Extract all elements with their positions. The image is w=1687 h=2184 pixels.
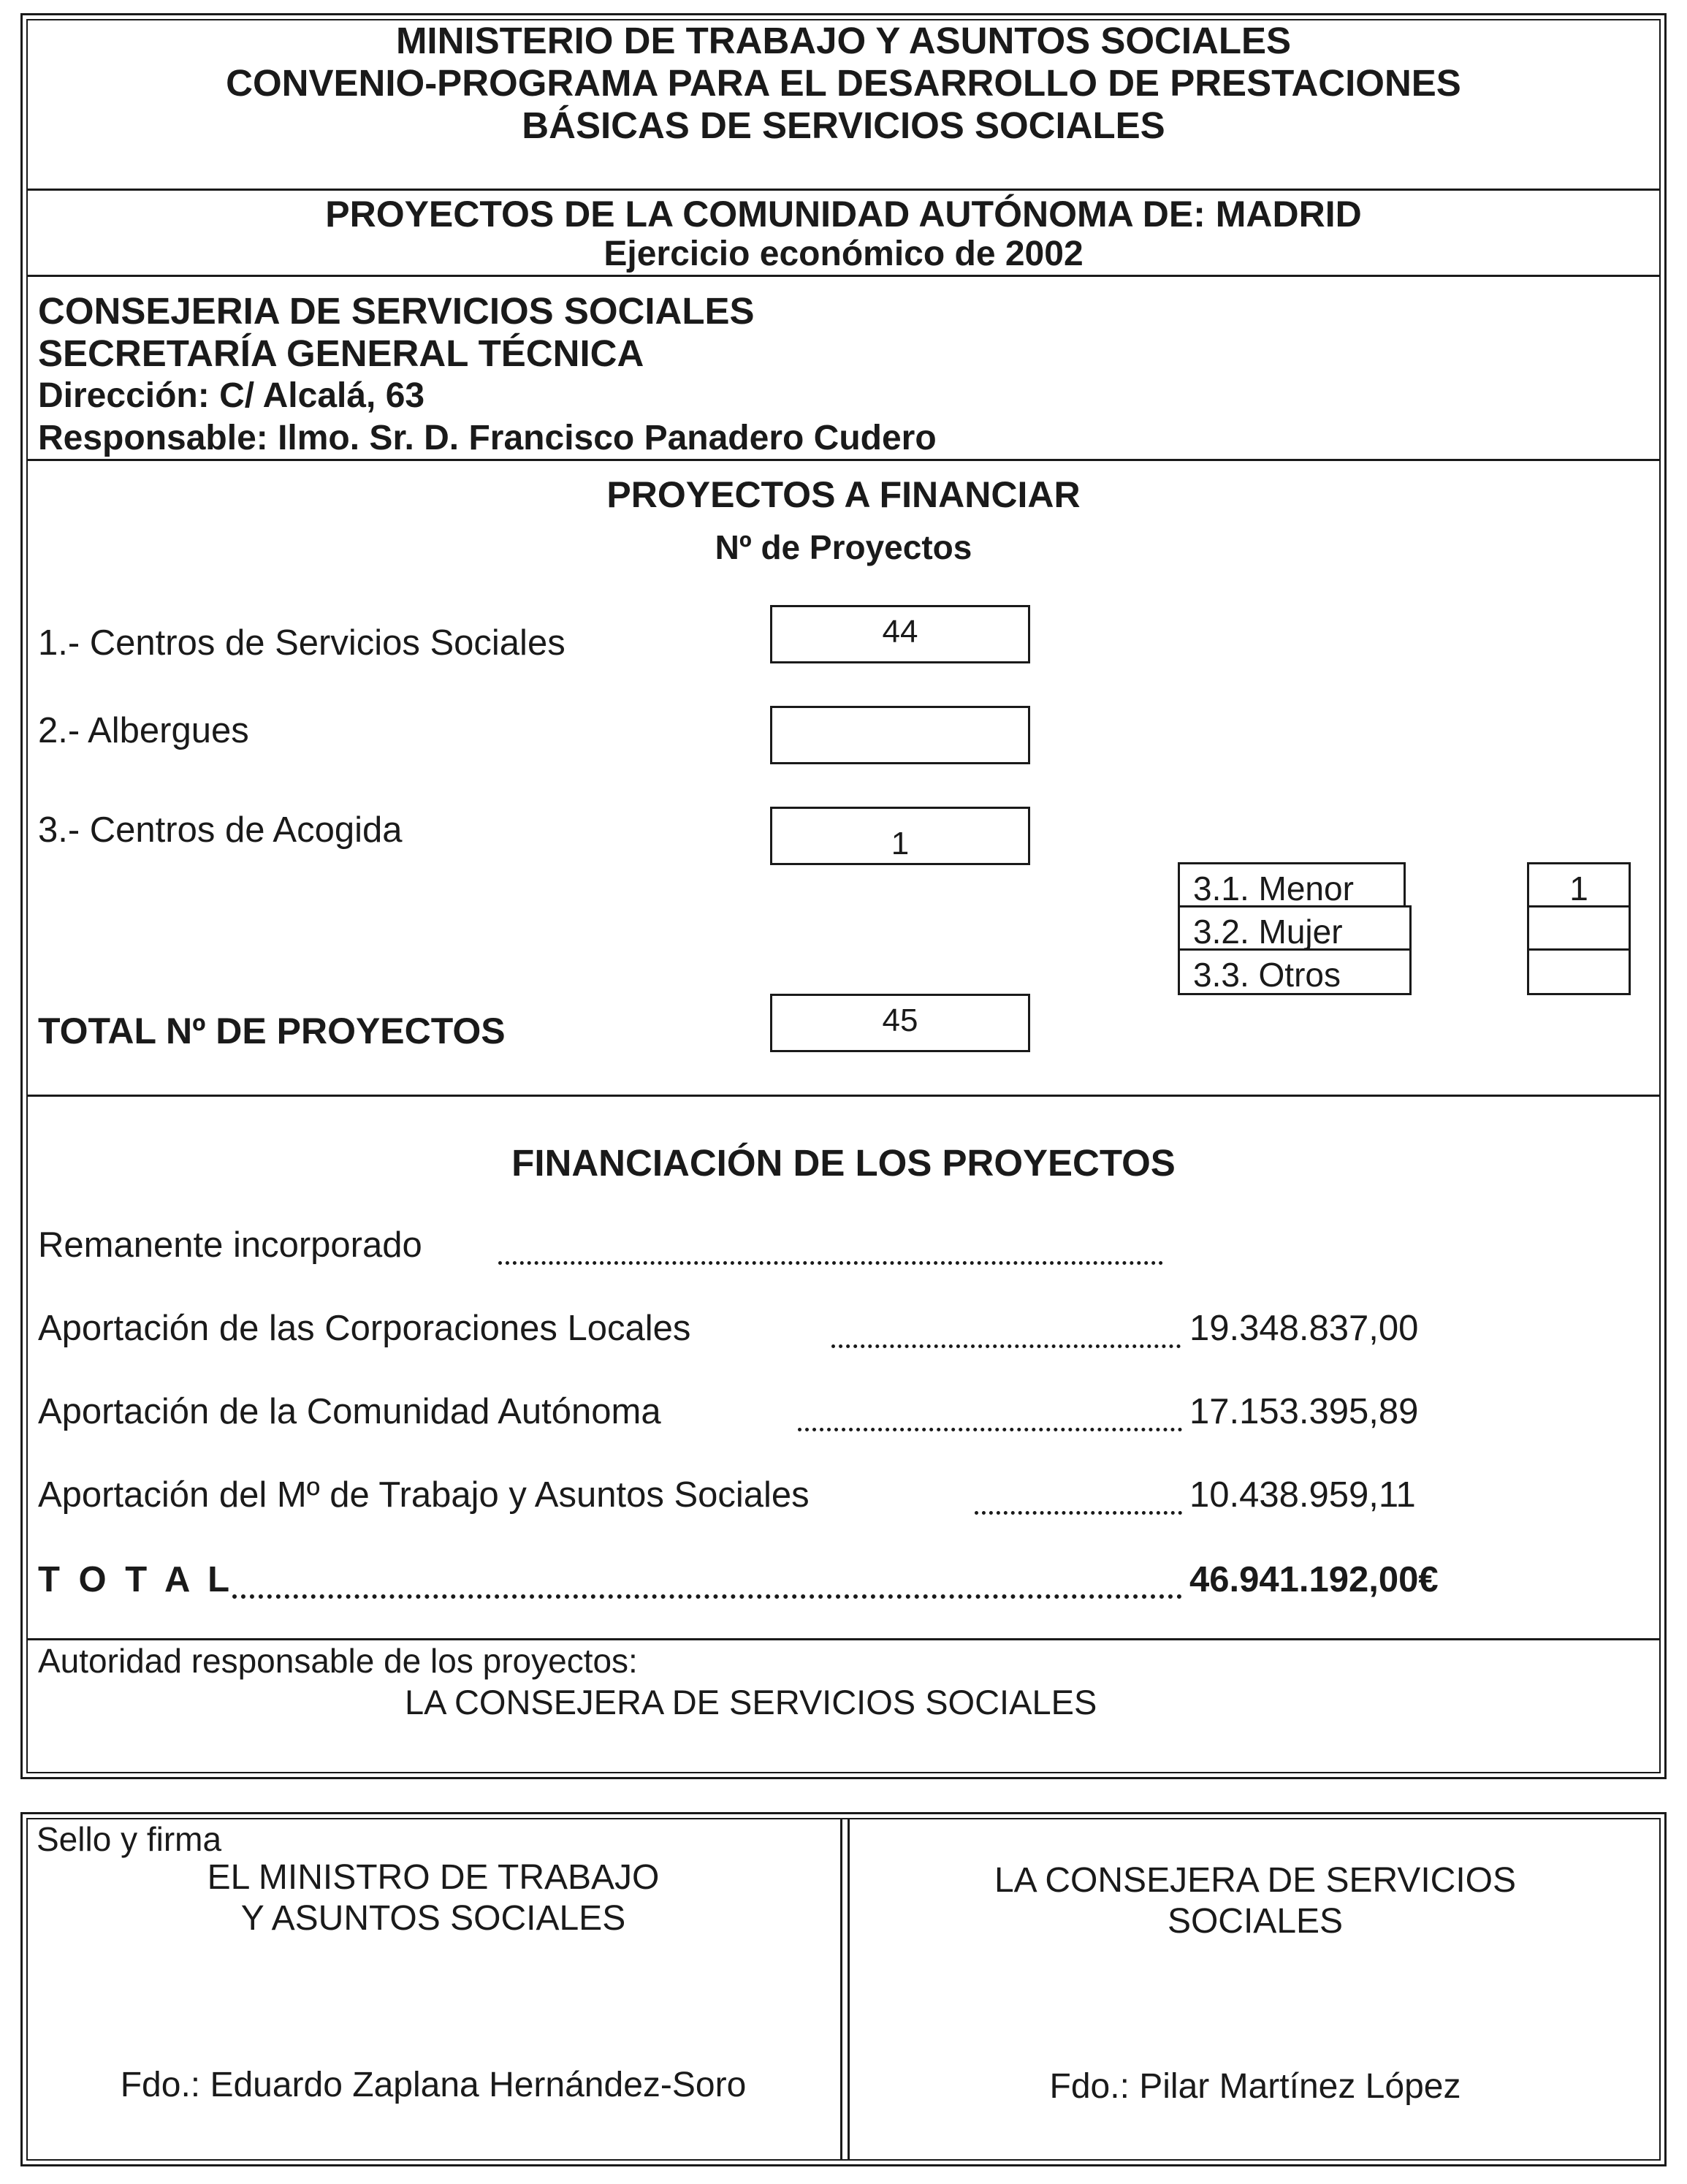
subitem-value bbox=[1527, 948, 1631, 995]
leader-dots bbox=[831, 1344, 1181, 1348]
region-title: PROYECTOS DE LA COMUNIDAD AUTÓNOMA DE: MADRID bbox=[325, 194, 1362, 235]
leader-dots bbox=[798, 1428, 1182, 1431]
authority-name: LA CONSEJERA DE SERVICIOS SOCIALES bbox=[405, 1683, 1097, 1721]
projects-count-heading: Nº de Proyectos bbox=[715, 528, 972, 566]
divider bbox=[26, 459, 1661, 461]
minister-title-line-1: EL MINISTRO DE TRABAJO bbox=[207, 1858, 660, 1897]
project-item-label: 2.- Albergues bbox=[38, 711, 249, 750]
subitem-value bbox=[1527, 905, 1631, 951]
financing-line-label: Aportación del Mº de Trabajo y Asuntos Sociales bbox=[38, 1475, 810, 1515]
fiscal-year: Ejercicio económico de 2002 bbox=[603, 235, 1084, 273]
divider bbox=[26, 1095, 1661, 1097]
project-item-label: 1.- Centros de Servicios Sociales bbox=[38, 623, 565, 663]
authority-label: Autoridad responsable de los proyectos: bbox=[38, 1642, 638, 1680]
financing-line-amount: 17.153.395,89 bbox=[1189, 1392, 1419, 1431]
stamp-label: Sello y firma bbox=[37, 1820, 222, 1858]
subitem-label: 3.3. Otros bbox=[1178, 948, 1412, 995]
subitem-label: 3.2. Mujer bbox=[1178, 905, 1412, 951]
subitem-label: 3.1. Menor bbox=[1178, 862, 1406, 908]
entity-unit: SECRETARÍA GENERAL TÉCNICA bbox=[38, 332, 644, 374]
financing-line-label: Aportación de las Corporaciones Locales bbox=[38, 1309, 691, 1348]
counselor-title-line-2: SOCIALES bbox=[1167, 1902, 1344, 1941]
projects-title: PROYECTOS A FINANCIAR bbox=[606, 474, 1081, 515]
leader-dots bbox=[975, 1511, 1182, 1515]
header-line-3: BÁSICAS DE SERVICIOS SOCIALES bbox=[522, 104, 1165, 146]
entity-name: CONSEJERIA DE SERVICIOS SOCIALES bbox=[38, 290, 755, 332]
entity-responsible: Responsable: Ilmo. Sr. D. Francisco Panadero Cudero bbox=[38, 419, 937, 457]
financing-line-label: Aportación de la Comunidad Autónoma bbox=[38, 1392, 661, 1431]
divider bbox=[26, 189, 1661, 191]
subitem-value: 1 bbox=[1527, 862, 1631, 908]
project-item-value: 44 bbox=[770, 605, 1030, 663]
project-item-value: 1 bbox=[770, 807, 1030, 865]
financing-line-amount: 19.348.837,00 bbox=[1189, 1309, 1419, 1348]
financing-title: FINANCIACIÓN DE LOS PROYECTOS bbox=[511, 1142, 1176, 1184]
financing-line-amount: 10.438.959,11 bbox=[1189, 1475, 1416, 1515]
financing-line-label: Remanente incorporado bbox=[38, 1225, 422, 1265]
leader-dots bbox=[232, 1594, 1182, 1599]
signature-divider bbox=[840, 1818, 842, 2161]
divider bbox=[26, 1638, 1661, 1640]
minister-title-line-2: Y ASUNTOS SOCIALES bbox=[240, 1899, 626, 1938]
header-line-1: MINISTERIO DE TRABAJO Y ASUNTOS SOCIALES bbox=[395, 20, 1292, 61]
counselor-signature: Fdo.: Pilar Martínez López bbox=[1049, 2067, 1461, 2106]
projects-total-label: TOTAL Nº DE PROYECTOS bbox=[38, 1011, 506, 1051]
financing-total-amount: 46.941.192,00€ bbox=[1189, 1560, 1439, 1599]
project-item-value bbox=[770, 706, 1030, 764]
divider bbox=[26, 275, 1661, 277]
project-item-label: 3.- Centros de Acogida bbox=[38, 810, 403, 850]
header-line-2: CONVENIO-PROGRAMA PARA EL DESARROLLO DE PRESTACIONES bbox=[226, 62, 1461, 104]
leader-dots bbox=[498, 1261, 1163, 1265]
financing-total-label: T O T A L bbox=[38, 1560, 235, 1599]
projects-total-value: 45 bbox=[770, 994, 1030, 1052]
counselor-title-line-1: LA CONSEJERA DE SERVICIOS bbox=[994, 1861, 1517, 1900]
entity-address: Dirección: C/ Alcalá, 63 bbox=[38, 376, 425, 415]
minister-signature: Fdo.: Eduardo Zaplana Hernández-Soro bbox=[120, 2066, 747, 2104]
